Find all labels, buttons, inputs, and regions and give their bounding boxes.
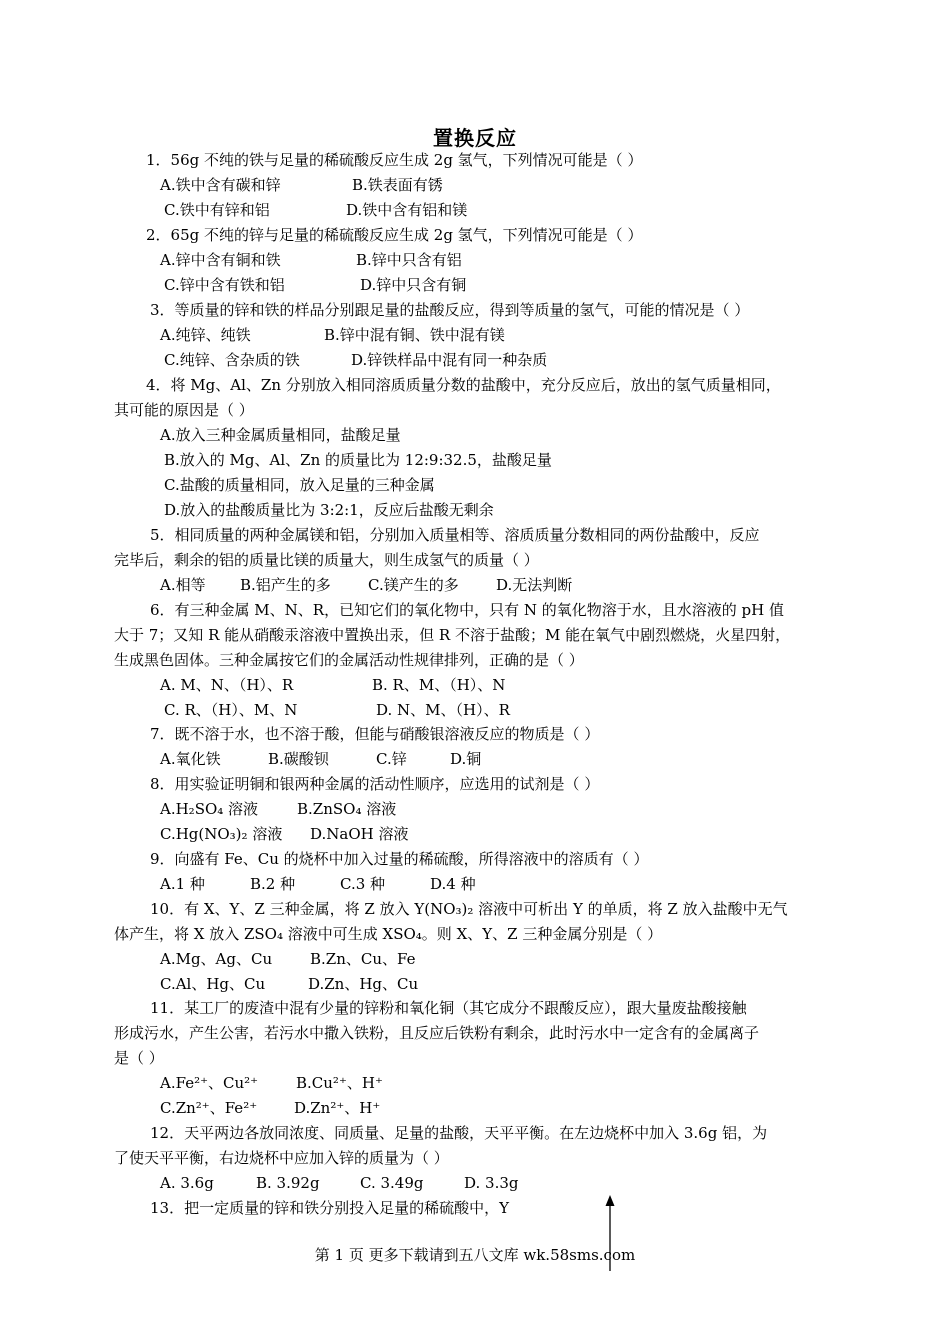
q10-options-row1 [160,949,415,969]
q3-option-b: B.锌中混有铜、铁中混有镁 [324,326,505,344]
question-6-line1: 6．有三种金属 M、N、R，已知它们的氧化物中，只有 N 的氧化物溶于水，且水溶液的 pH 值 [150,601,784,619]
q10-option-c: C.Al、Hg、Cu [160,975,266,993]
q3-option-d: D.锌铁样品中混有同一种杂质 [351,351,548,369]
q12-option-d: D. 3.3g [464,1174,519,1192]
question-12-line1: 12．天平两边各放同浓度、同质量、足量的盐酸，天平平衡。在左边烧杯中加入 3.6g 铝，为 [150,1124,768,1142]
question-5-line1: 5．相同质量的两种金属镁和铝，分别加入质量相等、溶质质量分数相同的两份盐酸中，反应 [150,526,760,544]
q8-options-row2 [160,824,408,844]
q3-option-a: A.纯锌、纯铁 [160,326,251,344]
q6-options-row1 [160,675,505,695]
question-4-line2: 其可能的原因是（ ） [114,401,254,419]
q7-option-b: B.碳酸钡 [268,750,329,768]
q4-option-b: B.放入的 Mg、Al、Zn 的质量比为 12:9:32.5，盐酸足量 [164,451,552,469]
q3-options-row1 [160,325,505,345]
q7-option-c: C.锌 [376,750,407,768]
q12-option-a: A. 3.6g [160,1174,214,1192]
question-10-line2: 体产生，将 X 放入 ZSO₄ 溶液中可生成 XSO₄。则 X、Y、Z 三种金属分别是（ ） [114,925,663,943]
q6-option-c: C. R、（H）、M、N [164,701,298,719]
q11-option-b: B.Cu²⁺、H⁺ [296,1074,383,1092]
q1-options-row1 [160,175,443,195]
q8-option-d: D.NaOH 溶液 [310,825,409,843]
q1-options-row2 [164,200,467,220]
q10-options-row2 [160,974,418,994]
q7-option-a: A.氧化铁 [160,750,221,768]
question-7: 7．既不溶于水，也不溶于酸，但能与硝酸银溶液反应的物质是（ ） [150,725,600,743]
q1-option-d: D.铁中含有铝和镁 [346,201,468,219]
q5-option-d: D.无法判断 [496,576,573,594]
q8-options-row1 [160,799,396,819]
q6-options-row2 [164,700,510,720]
q9-options-row [160,874,476,894]
question-2: 2．65g 不纯的锌与足量的稀硫酸反应生成 2g 氢气，下列情况可能是（ ） [146,226,643,244]
q5-option-c: C.镁产生的多 [368,576,459,594]
q2-option-a: A.锌中含有铜和铁 [160,251,281,269]
q5-option-a: A.相等 [160,576,206,594]
question-3: 3．等质量的锌和铁的样品分别跟足量的盐酸反应，得到等质量的氢气，可能的情况是（ ） [150,301,750,319]
q3-option-c: C.纯锌、含杂质的铁 [164,351,300,369]
q5-option-b: B.铝产生的多 [240,576,331,594]
q8-option-b: B.ZnSO₄ 溶液 [297,800,397,818]
q3-options-row2 [164,350,547,370]
q1-option-c: C.铁中有锌和铝 [164,201,270,219]
q12-option-c: C. 3.49g [360,1174,424,1192]
question-13: 13．把一定质量的锌和铁分别投入足量的稀硫酸中，Y [150,1199,509,1217]
q2-option-d: D.锌中只含有铜 [360,276,467,294]
question-4-line1: 4．将 Mg、Al、Zn 分别放入相同溶质质量分数的盐酸中，充分反应后，放出的氢气质量相同， [146,376,781,394]
q11-option-a: A.Fe²⁺、Cu²⁺ [160,1074,259,1092]
q10-option-b: B.Zn、Cu、Fe [310,950,416,968]
q11-options-row2 [160,1098,380,1118]
question-1: 1．56g 不纯的铁与足量的稀硫酸反应生成 2g 氢气，下列情况可能是（ ） [146,151,643,169]
question-6-line2: 大于 7；又知 R 能从硝酸汞溶液中置换出汞，但 R 不溶于盐酸；M 能在氧气中剧烈燃烧，火星四射， [114,626,791,644]
q2-options-row2 [164,275,466,295]
q2-option-c: C.锌中含有铁和铝 [164,276,285,294]
q10-option-d: D.Zn、Hg、Cu [308,975,419,993]
q2-option-b: B.锌中只含有铝 [356,251,462,269]
page-footer: 第 1 页 更多下载请到五八文库 wk.58sms.com [314,1246,636,1264]
q10-option-a: A.Mg、Ag、Cu [160,950,273,968]
q12-options-row [160,1173,519,1193]
q9-option-b: B.2 种 [250,875,296,893]
q6-option-a: A. M、N、（H）、R [160,676,294,694]
question-12-line2: 了使天平平衡，右边烧杯中应加入锌的质量为（ ） [114,1149,449,1167]
q11-option-d: D.Zn²⁺、H⁺ [294,1099,381,1117]
question-10-line1: 10．有 X、Y、Z 三种金属，将 Z 放入 Y(NO₃)₂ 溶液中可析出 Y 的单质，将 Z 放入盐酸中无气 [150,900,788,918]
question-11-line2: 形成污水，产生公害，若污水中撒入铁粉，且反应后铁粉有剩余，此时污水中一定含有的金属离子 [114,1024,760,1042]
q9-option-d: D.4 种 [430,875,476,893]
q12-option-b: B. 3.92g [256,1174,320,1192]
q1-option-a: A.铁中含有碳和锌 [160,176,281,194]
q7-option-d: D.铜 [450,750,482,768]
q8-option-c: C.Hg(NO₃)₂ 溶液 [160,825,283,843]
question-11-line1: 11．某工厂的废渣中混有少量的锌粉和氧化铜（其它成分不跟酸反应），跟大量废盐酸接触 [150,999,747,1017]
q2-options-row1 [160,250,462,270]
question-6-line3: 生成黑色固体。三种金属按它们的金属活动性规律排列，正确的是（ ） [114,651,584,669]
q8-option-a: A.H₂SO₄ 溶液 [160,800,259,818]
question-11-line3: 是（ ） [114,1049,164,1067]
q9-option-c: C.3 种 [340,875,386,893]
q1-option-b: B.铁表面有锈 [352,176,443,194]
question-8: 8．用实验证明铜和银两种金属的活动性顺序，应选用的试剂是（ ） [150,775,600,793]
q9-option-a: A.1 种 [160,875,205,893]
q4-option-c: C.盐酸的质量相同，放入足量的三种金属 [164,476,435,494]
q5-options-row [160,575,572,595]
q4-option-d: D.放入的盐酸质量比为 3:2:1，反应后盐酸无剩余 [164,501,494,519]
question-5-line2: 完毕后，剩余的铝的质量比镁的质量大，则生成氢气的质量（ ） [114,551,539,569]
question-9: 9．向盛有 Fe、Cu 的烧杯中加入过量的稀硫酸，所得溶液中的溶质有（ ） [150,850,649,868]
q4-option-a: A.放入三种金属质量相同，盐酸足量 [160,426,401,444]
q6-option-b: B. R、M、（H）、N [372,676,506,694]
q6-option-d: D. N、M、（H）、R [376,701,510,719]
q11-options-row1 [160,1073,383,1093]
q11-option-c: C.Zn²⁺、Fe²⁺ [160,1099,258,1117]
q7-options-row [160,749,481,769]
page-title: 置换反应 [433,126,517,150]
